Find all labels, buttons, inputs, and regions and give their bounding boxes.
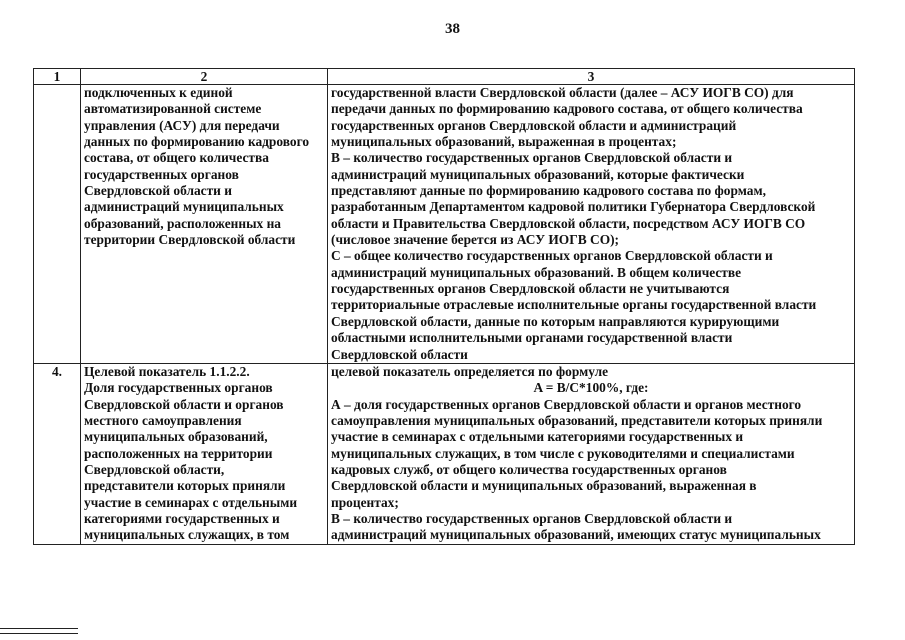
text-line: состава, от общего количества [84,150,269,166]
formula-intro: целевой показатель определяется по формуле [331,363,609,379]
text-line: Свердловской области [331,346,468,362]
text-line: А – доля государственных органов Свердловской области и органов местного [331,396,802,412]
formula: A = B/C*100%, где: [533,380,649,396]
calculation-method-cell [328,363,855,544]
page-number: 38 [445,21,460,37]
table-header-row [34,69,855,85]
text-line: территориальные отраслевые исполнительные органы государственной власти [331,297,817,313]
text-line: Доля государственных органов [84,380,273,396]
text-line: администраций муниципальных образований, имеющих статус муниципальных [331,527,821,543]
text-line: администраций муниципальных [84,199,284,215]
text-line: С – общее количество государственных органов Свердловской области и [331,248,773,264]
column-header-2: 2 [81,69,328,85]
text-line: участие в семинарах с отдельными категориями государственных и [331,429,744,445]
table-row-continued [34,85,855,364]
text-line: самоуправления муниципальных образований, представители которых приняли [331,412,823,428]
text-line: передачи данных по формированию кадрового состава, от общего количества [331,101,803,117]
text-line: Целевой показатель 1.1.2.2. [84,363,250,379]
text-line: Свердловской области и муниципальных образований, выраженная в [331,478,757,494]
text-line: Свердловской области, [84,461,225,477]
text-line: территории Свердловской области [84,232,296,248]
text-line: государственных органов Свердловской области и администраций [331,117,737,133]
text-line: муниципальных служащих, в том [84,527,290,543]
column-header-3: 3 [328,69,855,85]
column-header-1: 1 [34,69,81,85]
text-line: автоматизированной системе [84,101,262,117]
text-line: представляют данные по формированию кадрового состава по формам, [331,183,766,199]
text-line: подключенных к единой [84,85,233,100]
text-line: администраций муниципальных образований. В общем количестве [331,264,742,280]
text-line: разработанным Департаментом кадровой политики Губернатора Свердловской [331,199,816,215]
footnote-rule [0,628,78,629]
text-line: Свердловской области и [84,183,232,199]
text-line: В – количество государственных органов Свердловской области и [331,150,733,166]
text-line: государственной власти Свердловской области (далее – АСУ ИОГВ СО) для [331,85,794,100]
text-line: процентах; [331,494,399,510]
text-line: Свердловской области и органов [84,396,284,412]
indicator-name-cell [81,363,328,544]
text-line: участие в семинарах с отдельными [84,494,298,510]
text-line: муниципальных образований, выраженная в процентах; [331,134,677,150]
text-line: Свердловской области, данные по которым направляются курирующими [331,313,780,329]
text-line: В – количество государственных органов Свердловской области и [331,510,733,526]
text-line: категориями государственных и [84,510,280,526]
text-line: государственных органов [84,166,239,182]
footnote-rule-secondary [0,633,78,634]
row-number-cell: 4. [34,363,81,544]
text-line: областными исполнительными органами государственной власти [331,330,733,346]
text-line: области и Правительства Свердловской области, посредством АСУ ИОГВ СО [331,215,806,231]
indicator-name-cell [81,85,328,364]
text-line: (числовое значение берется из АСУ ИОГВ СО); [331,232,620,248]
indicator-table [33,68,855,545]
text-line: расположенных на территории [84,445,273,461]
text-line: муниципальных образований, [84,429,268,445]
row-number-cell [34,85,81,364]
text-line: местного самоуправления [84,412,242,428]
text-line: государственных органов Свердловской области не учитываются [331,281,730,297]
calculation-method-cell [328,85,855,364]
text-line: муниципальных служащих, в том числе с руководителями и специалистами [331,445,795,461]
text-line: представители которых приняли [84,478,286,494]
text-line: администраций муниципальных образований, которые фактически [331,166,745,182]
text-line: образований, расположенных на [84,215,281,231]
table-row-4 [34,363,855,544]
text-line: данных по формированию кадрового [84,134,310,150]
text-line: управления (АСУ) для передачи [84,117,280,133]
text-line: кадровых служб, от общего количества государственных органов [331,461,727,477]
